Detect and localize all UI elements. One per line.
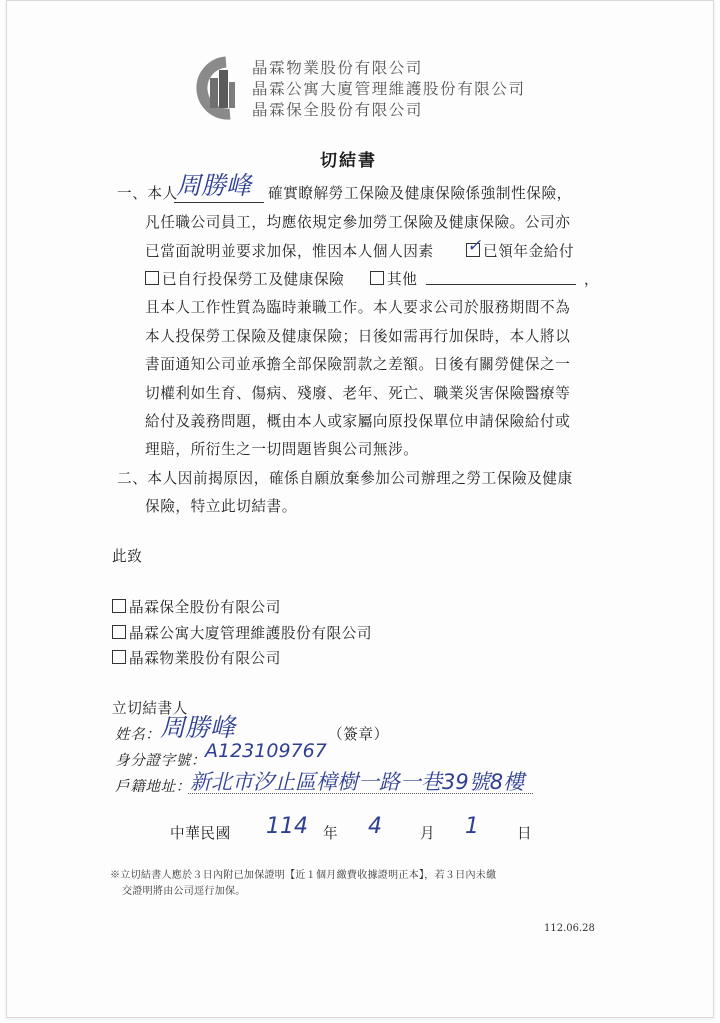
- checkbox-self-insured[interactable]: [145, 271, 159, 285]
- option-self-insured[interactable]: [145, 268, 344, 289]
- clause1-line5: 且本人工作性質為臨時兼職工作。本人要求公司於服務期間不為: [145, 299, 571, 316]
- option-self-label: 已自行投保勞工及健康保險: [162, 271, 345, 288]
- date-era: 中華民國: [170, 825, 231, 842]
- option-other-label: 其他: [387, 271, 418, 288]
- clause1-prefix: 一、本人: [117, 185, 178, 202]
- clause1-line6: 本人投保勞工保險及健康保險；日後如需再行加保時，本人將以: [145, 328, 571, 345]
- recipient-checkbox-1[interactable]: [112, 599, 126, 613]
- recipient-label-2: 晶霖公寓大廈管理維護股份有限公司: [129, 625, 373, 642]
- clause2-line2: 保險，特立此切結書。: [145, 498, 297, 515]
- option-other[interactable]: [370, 268, 417, 289]
- date-year-unit: 年: [323, 825, 339, 842]
- seal-label: （簽章）: [328, 726, 389, 743]
- company-name-1: 晶霖物業股份有限公司: [252, 59, 424, 77]
- name-label: 姓名：: [115, 726, 161, 743]
- company-name-2: 晶霖公寓大廈管理維護股份有限公司: [252, 80, 526, 98]
- recipient-checkbox-2[interactable]: [112, 625, 126, 639]
- form-version: 112.06.28: [544, 923, 595, 934]
- name-underline: [174, 202, 264, 203]
- recipient-3[interactable]: [112, 647, 281, 668]
- signer-name-handwritten[interactable]: 周勝峰: [160, 713, 236, 742]
- clause1-line7: 書面通知公司並承擔全部保險罰款之差額。日後有關勞健保之一: [145, 356, 571, 373]
- recipient-label-1: 晶霖保全股份有限公司: [129, 599, 281, 616]
- clause1-line2: 凡任職公司員工，均應依規定參加勞工保險及健康保險。公司亦: [145, 214, 571, 231]
- recipient-label-3: 晶霖物業股份有限公司: [129, 650, 281, 667]
- option-pension-label: 已領年金給付: [483, 243, 575, 260]
- date-year-value[interactable]: 114: [266, 814, 308, 839]
- recipient-2[interactable]: [112, 622, 372, 643]
- address-label: 戶籍地址：: [115, 778, 191, 795]
- date-day-value[interactable]: 1: [465, 814, 479, 839]
- address-handwritten[interactable]: 新北市汐止區樟樹一路一巷39號8樓: [190, 770, 525, 794]
- id-number-handwritten[interactable]: A123109767: [205, 740, 327, 762]
- signer-heading: 立切結書人: [112, 700, 188, 717]
- company-name-3: 晶霖保全股份有限公司: [252, 101, 424, 119]
- clause1-line1: 確實瞭解勞工保險及健康保險係強制性保險，: [268, 185, 572, 202]
- date-day-unit: 日: [517, 825, 533, 842]
- company-logo: [186, 56, 246, 120]
- clause1-line10: 理賠，所衍生之一切問題皆與公司無涉。: [145, 441, 419, 458]
- recipient-checkbox-3[interactable]: [112, 650, 126, 664]
- recipient-1[interactable]: [112, 596, 281, 617]
- footnote-line2: 交證明將由公司逕行加保。: [122, 886, 246, 897]
- other-tail: ，: [584, 271, 600, 288]
- check-mark-icon: ✓: [467, 236, 482, 256]
- clause2-line1: 二、本人因前揭原因，確係自願放棄參加公司辦理之勞工保險及健康: [117, 470, 573, 487]
- date-month-unit: 月: [420, 825, 436, 842]
- address-underline: [188, 793, 533, 794]
- document-title: 切結書: [320, 151, 377, 171]
- checkbox-pension[interactable]: [466, 236, 482, 257]
- other-blank-line: [426, 284, 576, 285]
- checkbox-other[interactable]: [370, 271, 384, 285]
- handwritten-name: 周勝峰: [176, 171, 252, 200]
- footnote-line1: ※立切結書人應於３日內附已加保證明【近１個月繳費收據證明正本】，若３日內未繳: [110, 870, 497, 881]
- clause1-line3: 已當面說明並要求加保，惟因本人個人因素: [145, 243, 434, 260]
- date-month-value[interactable]: 4: [368, 814, 382, 839]
- clause1-line9: 給付及義務問題，概由本人或家屬向原投保單位申請保險給付或: [145, 413, 571, 430]
- option-pension[interactable]: [466, 236, 575, 261]
- addressee: 此致: [112, 548, 143, 565]
- clause1-line8: 切權利如生育、傷病、殘廢、老年、死亡、職業災害保險醫療等: [145, 385, 571, 402]
- id-label: 身分證字號：: [115, 752, 207, 769]
